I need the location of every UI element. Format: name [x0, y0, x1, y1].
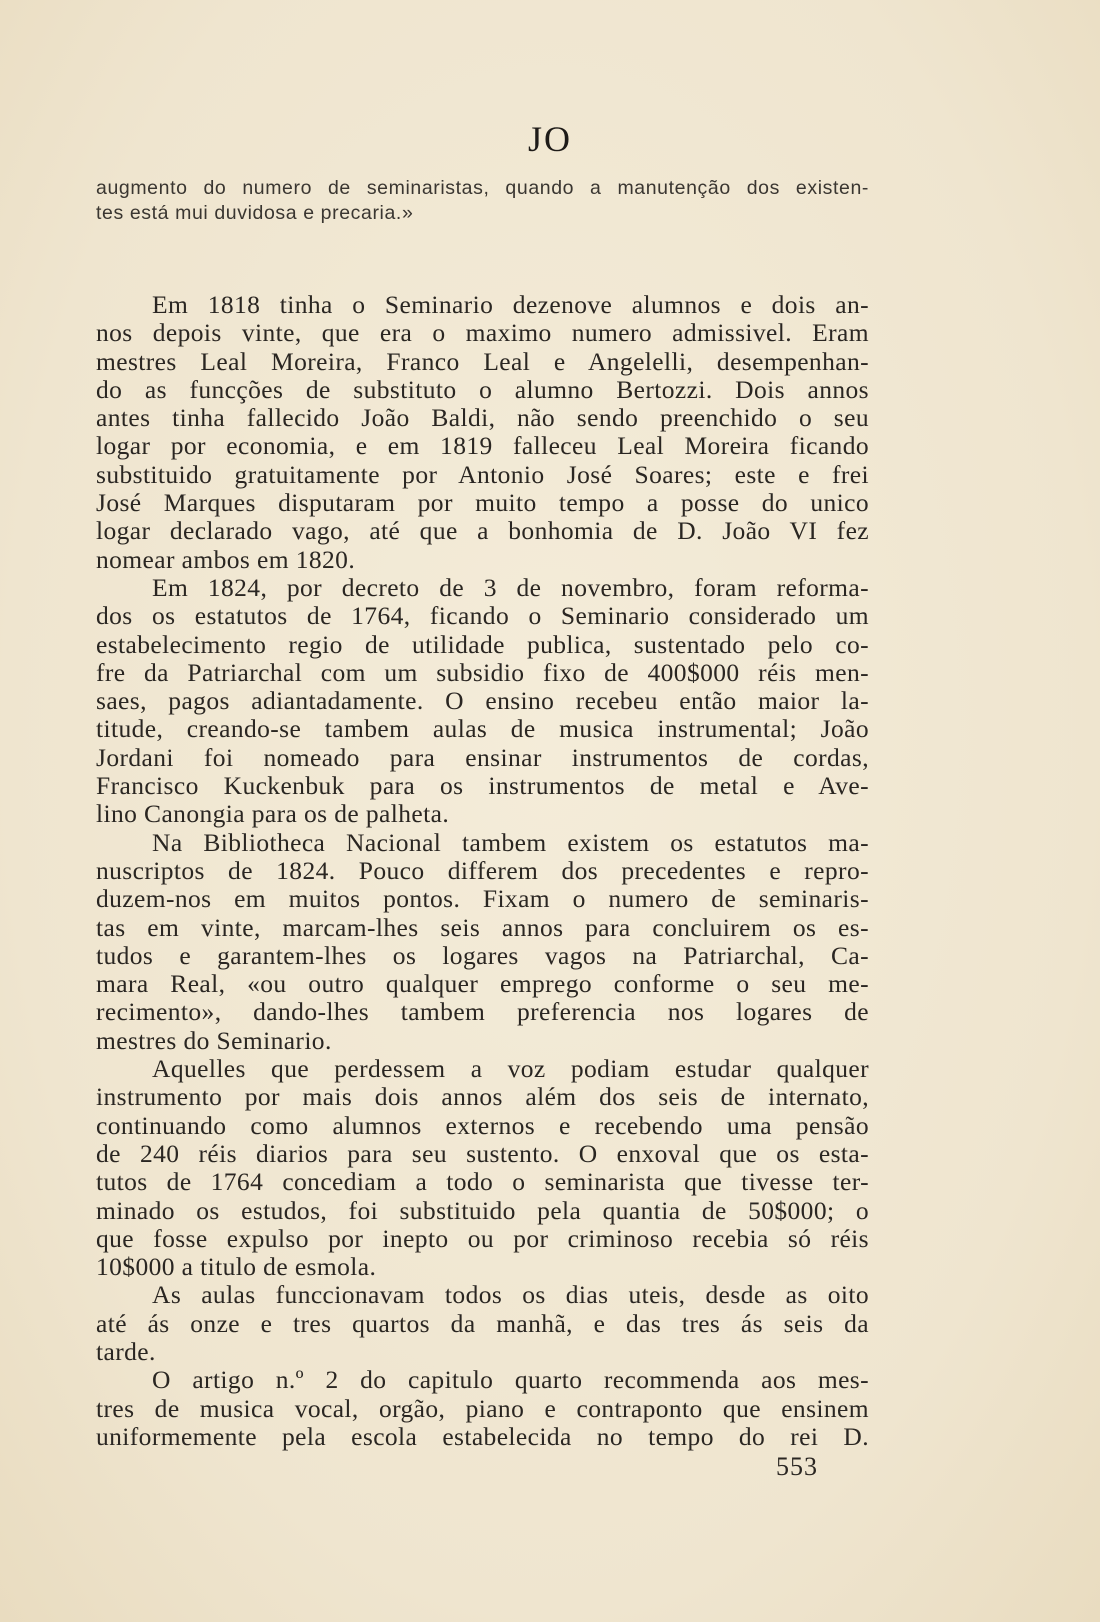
quote-block [96, 176, 869, 226]
text-line: nomear ambos em 1820. [96, 544, 356, 574]
text-line: José Marques disputaram por muito tempo a posse do unico [96, 488, 869, 518]
page-number: 553 [776, 1452, 818, 1481]
text-line: mestres do Seminario. [96, 1025, 332, 1055]
text-line: lino Canongia para os de palheta. [96, 799, 450, 829]
text-line: mara Real, «ou outro qualquer emprego conforme o seu me- [96, 969, 869, 999]
text-line: Aquelles que perdessem a voz podiam estudar qualquer [152, 1054, 869, 1084]
text-line: instrumento por mais dois annos além dos seis de internato, [96, 1082, 869, 1112]
text-line: Em 1818 tinha o Seminario dezenove alumnos e dois an- [152, 290, 869, 319]
text-line: de 240 réis diarios para seu sustento. O enxoval que os esta- [96, 1138, 869, 1168]
text-line: titude, creando-se tambem aulas de musica instrumental; João [96, 714, 869, 744]
text-line: substituido gratuitamente por Antonio José Soares; este e frei [96, 459, 869, 489]
text-line: Francisco Kuckenbuk para os instrumentos de metal e Ave- [96, 771, 869, 801]
text-line: nuscriptos de 1824. Pouco differem dos precedentes e repro- [96, 855, 869, 885]
quote-line: augmento do numero de seminaristas, quando a manutenção dos existen- [96, 177, 869, 199]
text-line: As aulas funccionavam todos os dias uteis, desde as oito [152, 1280, 869, 1310]
body-text [96, 291, 869, 1451]
text-line: tres de musica vocal, orgão, piano e contraponto que ensinem [96, 1393, 869, 1423]
text-line: saes, pagos adiantadamente. O ensino recebeu então maior la- [96, 686, 869, 716]
text-line: continuando como alumnos externos e recebendo uma pensão [96, 1110, 869, 1140]
text-line: 10$000 a titulo de esmola. [96, 1252, 377, 1282]
running-header: JO [527, 119, 572, 159]
text-line: estabelecimento regio de utilidade publica, sustentado pelo co- [96, 629, 869, 659]
text-line: tudos e garantem-lhes os logares vagos na Patriarchal, Ca- [96, 940, 869, 970]
text-line: Jordani foi nomeado para ensinar instrumentos de cordas, [96, 742, 869, 772]
text-line: Na Bibliotheca Nacional tambem existem os estatutos ma- [152, 827, 869, 857]
text-line: mestres Leal Moreira, Franco Leal e Angelelli, desempenhan- [96, 346, 869, 376]
text-line: tutos de 1764 concediam a todo o seminarista que tivesse ter- [96, 1167, 869, 1197]
quote-line: tes está mui duvidosa e precaria.» [96, 202, 414, 224]
text-line: O artigo n.º 2 do capitulo quarto recommenda aos mes- [152, 1365, 869, 1395]
text-line: que fosse expulso por inepto ou por criminoso recebia só réis [96, 1223, 869, 1253]
text-line: logar por economia, e em 1819 falleceu Leal Moreira ficando [96, 431, 869, 461]
text-line: logar declarado vago, até que a bonhomia de D. João VI fez [96, 516, 869, 546]
text-line: Em 1824, por decreto de 3 de novembro, foram reforma- [152, 572, 869, 602]
text-line: fre da Patriarchal com um subsidio fixo de 400$000 réis men- [96, 657, 869, 687]
text-line: tarde. [96, 1336, 156, 1366]
text-line: uniformemente pela escola estabelecida no tempo do rei D. [96, 1421, 869, 1451]
text-line: minado os estudos, foi substituido pela quantia de 50$000; o [96, 1195, 869, 1225]
text-line: nos depois vinte, que era o maximo numero admissivel. Eram [96, 318, 869, 348]
text-line: dos os estatutos de 1764, ficando o Seminario considerado um [96, 601, 869, 631]
text-line: duzem-nos em muitos pontos. Fixam o numero de seminaris- [96, 884, 869, 914]
text-line: tas em vinte, marcam-lhes seis annos para concluirem os es- [96, 912, 869, 942]
text-line: antes tinha fallecido João Baldi, não sendo preenchido o seu [96, 403, 869, 433]
text-line: do as funcções de substituto o alumno Bertozzi. Dois annos [96, 374, 869, 404]
text-line: até ás onze e tres quartos da manhã, e das tres ás seis da [96, 1308, 869, 1338]
text-line: recimento», dando-lhes tambem preferencia nos logares de [96, 997, 869, 1027]
